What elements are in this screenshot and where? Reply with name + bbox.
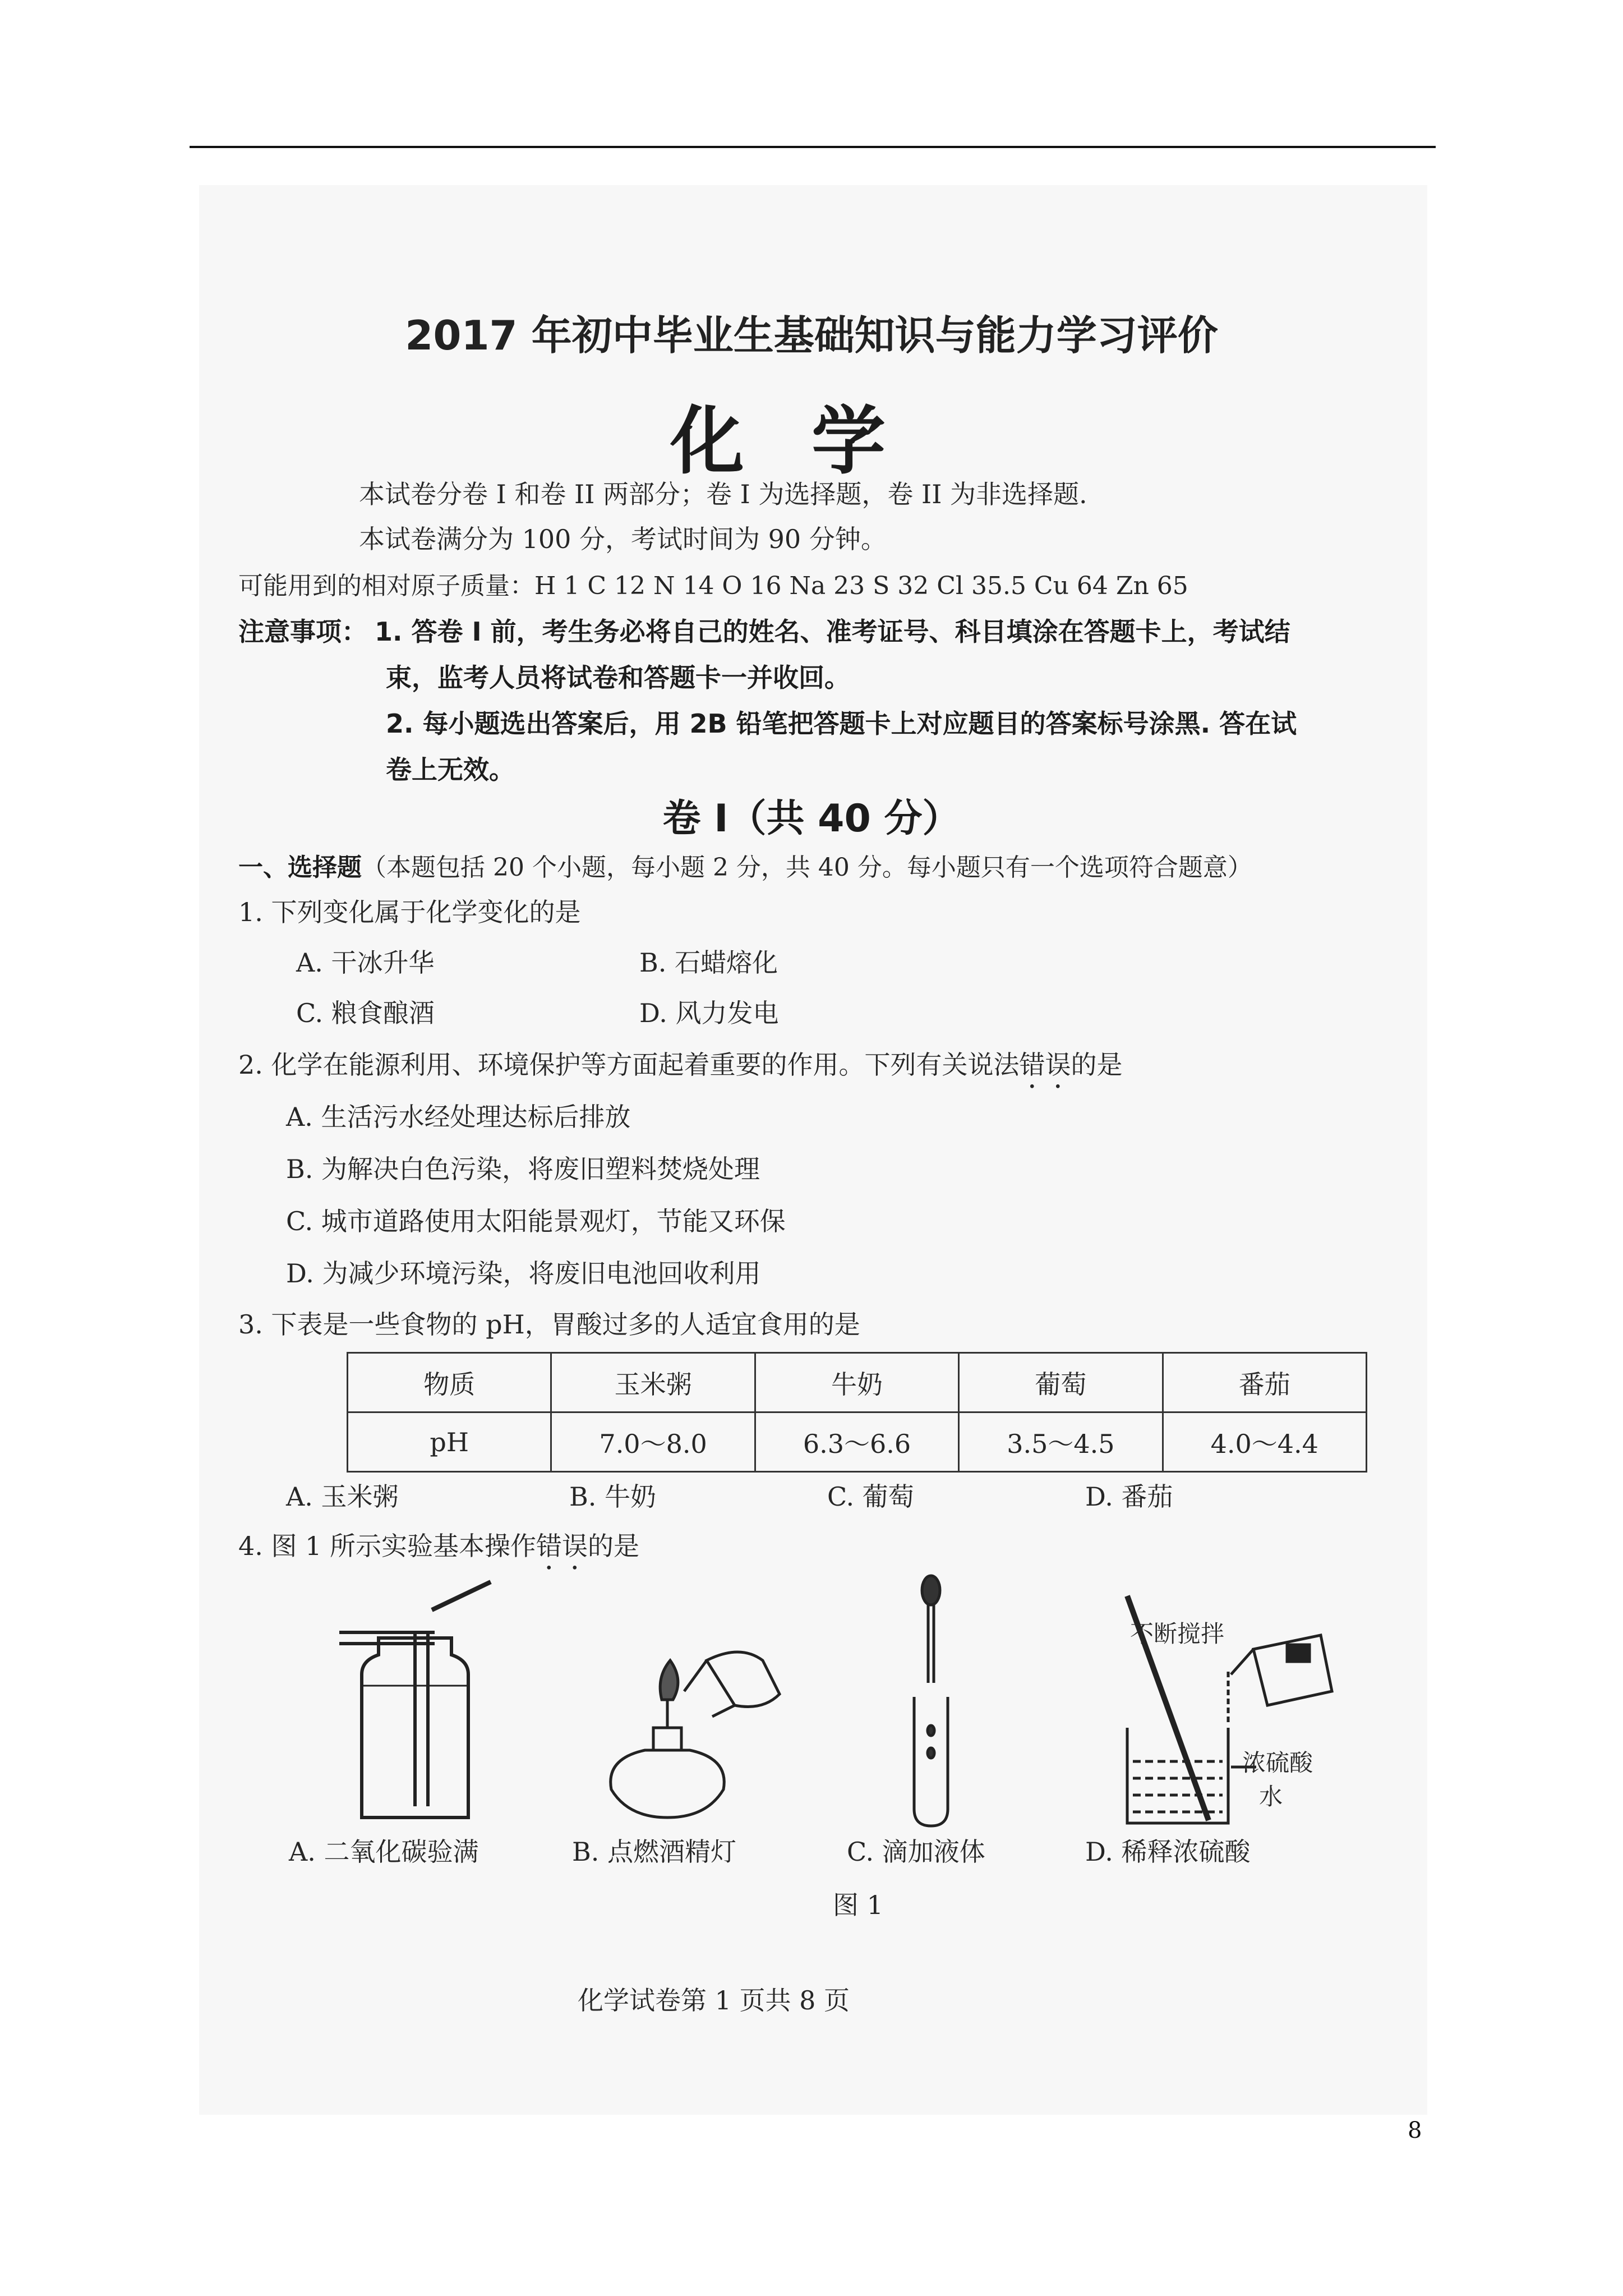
q2-stem-post: 的是 [1071, 1050, 1123, 1080]
q1-stem: 1. 下列变化属于化学变化的是 [238, 897, 581, 927]
ph-table-cell: 葡萄 [959, 1353, 1163, 1412]
intro-line-1: 本试卷分卷 I 和卷 II 两部分；卷 I 为选择题，卷 II 为非选择题. [359, 479, 1087, 509]
ph-table-value-row [348, 1412, 1367, 1472]
note-1a: 1. 答卷 I 前，考生务必将自己的姓名、准考证号、科目填涂在答题卡上，考试结 [375, 616, 1290, 647]
q3-option-b: B. 牛奶 [569, 1481, 657, 1512]
page-info: 化学试卷第 1 页共 8 页 [578, 1985, 850, 2016]
exam-subject: 化学 [670, 398, 953, 485]
q1-option-a: A. 干冰升华 [296, 947, 435, 978]
q3-stem: 3. 下表是一些食物的 pH，胃酸过多的人适宜食用的是 [238, 1309, 860, 1340]
q2-option-a: A. 生活污水经处理达标后排放 [286, 1102, 631, 1132]
header-rule [190, 146, 1436, 148]
figure-caption: 图 1 [833, 1890, 883, 1920]
dropper-test-tube-figure [897, 1573, 965, 1832]
ph-table-cell: pH [348, 1412, 551, 1472]
q2-stem-pre: 2. 化学在能源利用、环境保护等方面起着重要的作用。下列有关说法 [238, 1050, 1020, 1080]
ph-table-cell: 4.0～4.4 [1163, 1412, 1366, 1472]
q1-option-c: C. 粮食酿酒 [296, 998, 435, 1028]
q4-option-c: C. 滴加液体 [847, 1837, 985, 1867]
q4-stem [238, 1526, 639, 1576]
note-2a: 2. 每小题选出答案后，用 2B 铅笔把答题卡上对应题目的答案标号涂黑. 答在试 [386, 708, 1297, 739]
ph-table-cell: 6.3～6.6 [755, 1412, 958, 1472]
notes-label: 注意事项： [238, 616, 367, 647]
page-number: 8 [1408, 2118, 1422, 2143]
alcohol-lamp-figure [594, 1638, 796, 1829]
q3-option-c: C. 葡萄 [827, 1481, 914, 1512]
q4-stem-post: 的是 [588, 1531, 640, 1561]
ph-table-header-row [348, 1353, 1367, 1412]
q2-stem [238, 1045, 1123, 1094]
note-2b: 卷上无效。 [386, 754, 515, 785]
q2-option-d: D. 为减少环境污染，将废旧电池回收利用 [286, 1258, 761, 1289]
q2-option-c: C. 城市道路使用太阳能景观灯，节能又环保 [286, 1206, 786, 1236]
label-concentrated-acid: 浓硫酸 [1242, 1749, 1313, 1777]
ph-table-cell: 玉米粥 [551, 1353, 755, 1412]
ph-table-cell: 牛奶 [755, 1353, 958, 1412]
ph-table-cell: 7.0～8.0 [551, 1412, 755, 1472]
atomic-mass-line: 可能用到的相对原子质量：H 1 C 12 N 14 O 16 Na 23 S 32 Cl 35.5 Cu 64 Zn 65 [238, 572, 1188, 600]
intro-line-2: 本试卷满分为 100 分，考试时间为 90 分钟。 [359, 524, 887, 554]
q3-option-d: D. 番茄 [1085, 1481, 1173, 1512]
q2-option-b: B. 为解决白色污染，将废旧塑料焚烧处理 [286, 1154, 760, 1184]
note-1b: 束，监考人员将试卷和答题卡一并收回。 [386, 662, 850, 693]
exam-title: 2017 年初中毕业生基础知识与能力学习评价 [405, 312, 1218, 359]
label-water: 水 [1259, 1783, 1283, 1810]
q4-option-b: B. 点燃酒精灯 [572, 1837, 737, 1867]
ph-table [347, 1352, 1367, 1473]
ph-table-cell: 3.5～4.5 [959, 1412, 1163, 1472]
part-heading [238, 847, 1252, 883]
q4-option-d: D. 稀释浓硫酸 [1085, 1837, 1251, 1867]
co2-collection-bottle-figure [328, 1576, 513, 1829]
part-desc: （本题包括 20 个小题，每小题 2 分，共 40 分。每小题只有一个选项符合题意） [362, 853, 1252, 882]
q4-stem-pre: 4. 图 1 所示实验基本操作 [238, 1531, 537, 1561]
section-title: 卷 I（共 40 分） [662, 797, 961, 841]
q3-option-a: A. 玉米粥 [286, 1481, 399, 1512]
q4-stem-emphasis: 错误 [536, 1531, 588, 1561]
part-label: 一、选择题 [238, 853, 362, 882]
q1-option-d: D. 风力发电 [639, 998, 779, 1028]
q2-stem-emphasis: 错误 [1019, 1050, 1071, 1080]
label-keep-stirring: 不断搅拌 [1130, 1620, 1225, 1648]
q1-option-b: B. 石蜡熔化 [639, 947, 778, 978]
q4-option-a: A. 二氧化碳验满 [289, 1837, 479, 1867]
ph-table-cell: 物质 [348, 1353, 551, 1412]
ph-table-cell: 番茄 [1163, 1353, 1366, 1412]
